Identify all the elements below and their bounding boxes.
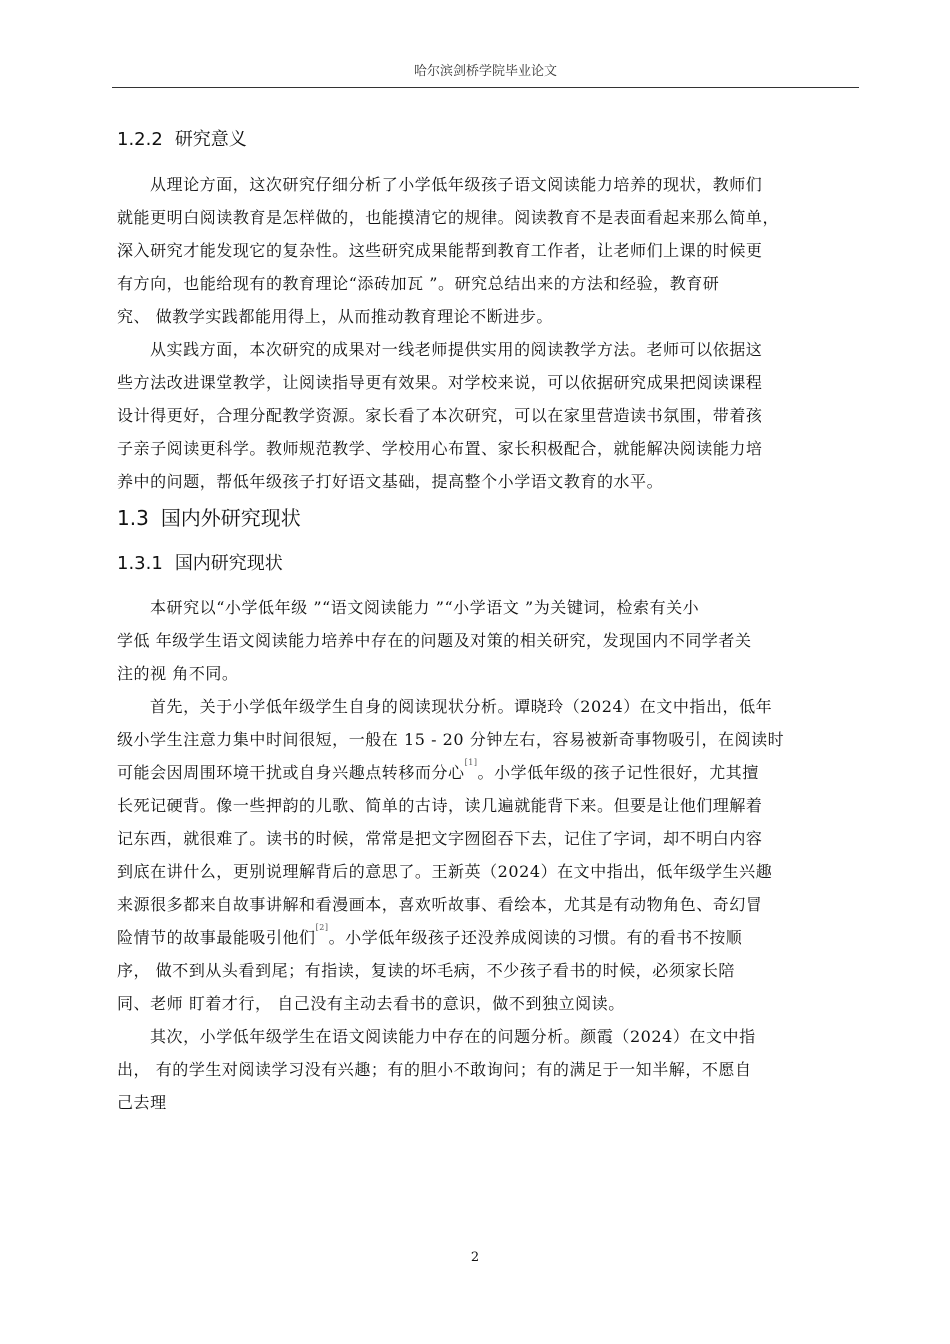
section-number: 1.3	[117, 506, 149, 530]
text-line: 注的视 角不同。	[117, 664, 239, 683]
running-header: 哈尔滨剑桥学院毕业论文	[413, 64, 557, 79]
citation-ref-2[interactable]: [2]	[315, 923, 329, 932]
paragraph-problems	[117, 1020, 859, 1119]
text-line: 从实践方面，本次研究的成果对一线老师提供实用的阅读教学方法。老师可以依据这	[150, 340, 763, 359]
section-heading-1-2-2	[117, 127, 247, 153]
text-line: 些方法改进课堂教学，让阅读指导更有效果。对学校来说，可以依据研究成果把阅读课程	[117, 373, 763, 392]
text-line: 来源很多都来自故事讲解和看漫画本，喜欢听故事、看绘本，尤其是有动物角色、奇幻冒	[117, 895, 763, 914]
section-number: 1.2.2	[117, 129, 163, 150]
text-line: 从理论方面，这次研究仔细分析了小学低年级孩子语文阅读能力培养的现状，教师们	[150, 175, 763, 194]
text-line: 有方向，也能给现有的教育理论“添砖加瓦 ”。研究总结出来的方法和经验，教育研	[117, 274, 720, 293]
section-heading-1-3-1	[117, 551, 283, 577]
text-line: 其次，小学低年级学生在语文阅读能力中存在的问题分析。颜霞（2024）在文中指	[150, 1027, 756, 1046]
paragraph-theory	[117, 168, 859, 333]
text-line: 同、老师 盯着才行， 自己没有主动去看书的意识，做不到独立阅读。	[117, 994, 625, 1013]
text-line: 记东西，就很难了。读书的时候，常常是把文字囫囵吞下去，记住了字词，却不明白内容	[117, 829, 763, 848]
text-line: 就能更明白阅读教育是怎样做的，也能摸清它的规律。阅读教育不是表面看起来那么简单，	[117, 208, 780, 227]
section-number: 1.3.1	[117, 553, 163, 574]
section-title: 国内研究现状	[174, 553, 283, 574]
text-line: 究、 做教学实践都能用得上，从而推动教育理论不断进步。	[117, 307, 553, 326]
text-line: 到底在讲什么，更别说理解背后的意思了。王新英（2024）在文中指出，低年级学生兴趣	[117, 862, 773, 881]
text-line-with-citation	[117, 921, 859, 954]
text-line: 长死记硬背。像一些押韵的儿歌、简单的古诗，读几遍就能背下来。但要是让他们理解着	[117, 796, 763, 815]
text-line: 养中的问题，帮低年级孩子打好语文基础，提高整个小学语文教育的水平。	[117, 472, 664, 491]
text-line: 设计得更好，合理分配教学资源。家长看了本次研究，可以在家里营造读书氛围，带着孩	[117, 406, 763, 425]
text-line: 子亲子阅读更科学。教师规范教学、学校用心布置、家长积极配合，就能解决阅读能力培	[117, 439, 763, 458]
paragraph-keywords	[117, 591, 859, 690]
text-line: 学低 年级学生语文阅读能力培养中存在的问题及对策的相关研究，发现国内不同学者关	[117, 631, 752, 650]
section-title: 研究意义	[174, 129, 247, 150]
text-line: 己去理	[117, 1093, 167, 1112]
section-title: 国内外研究现状	[160, 506, 301, 530]
section-heading-1-3	[117, 504, 301, 532]
text-line: 本研究以“小学低年级 ”“语文阅读能力 ”“小学语文 ”为关键词，检索有关小	[150, 598, 700, 617]
text-segment: 。小学低年级的孩子记性很好，尤其擅	[477, 763, 759, 782]
header-divider	[112, 87, 859, 88]
text-line: 序， 做不到从头看到尾；有指读，复读的坏毛病，不少孩子看书的时候，必须家长陪	[117, 961, 735, 980]
text-line: 深入研究才能发现它的复杂性。这些研究成果能帮到教育工作者，让老师们上课的时候更	[117, 241, 763, 260]
text-line: 首先，关于小学低年级学生自身的阅读现状分析。谭晓玲（2024）在文中指出，低年	[150, 697, 773, 716]
paragraph-practice	[117, 333, 859, 498]
text-line: 级小学生注意力集中时间很短，一般在 15 - 20 分钟左右，容易被新奇事物吸引，在阅读时	[117, 730, 785, 749]
text-line: 出， 有的学生对阅读学习没有兴趣；有的胆小不敢询问；有的满足于一知半解，不愿自	[117, 1060, 752, 1079]
text-line-with-citation	[117, 756, 859, 789]
paragraph-current-status	[117, 690, 859, 1020]
text-segment: 。小学低年级孩子还没养成阅读的习惯。有的看书不按顺	[328, 928, 743, 947]
citation-ref-1[interactable]: [1]	[464, 758, 478, 767]
text-segment: 险情节的故事最能吸引他们	[117, 928, 316, 947]
text-segment: 可能会因周围环境干扰或自身兴趣点转移而分心	[117, 763, 465, 782]
page-number: 2	[470, 1250, 480, 1265]
